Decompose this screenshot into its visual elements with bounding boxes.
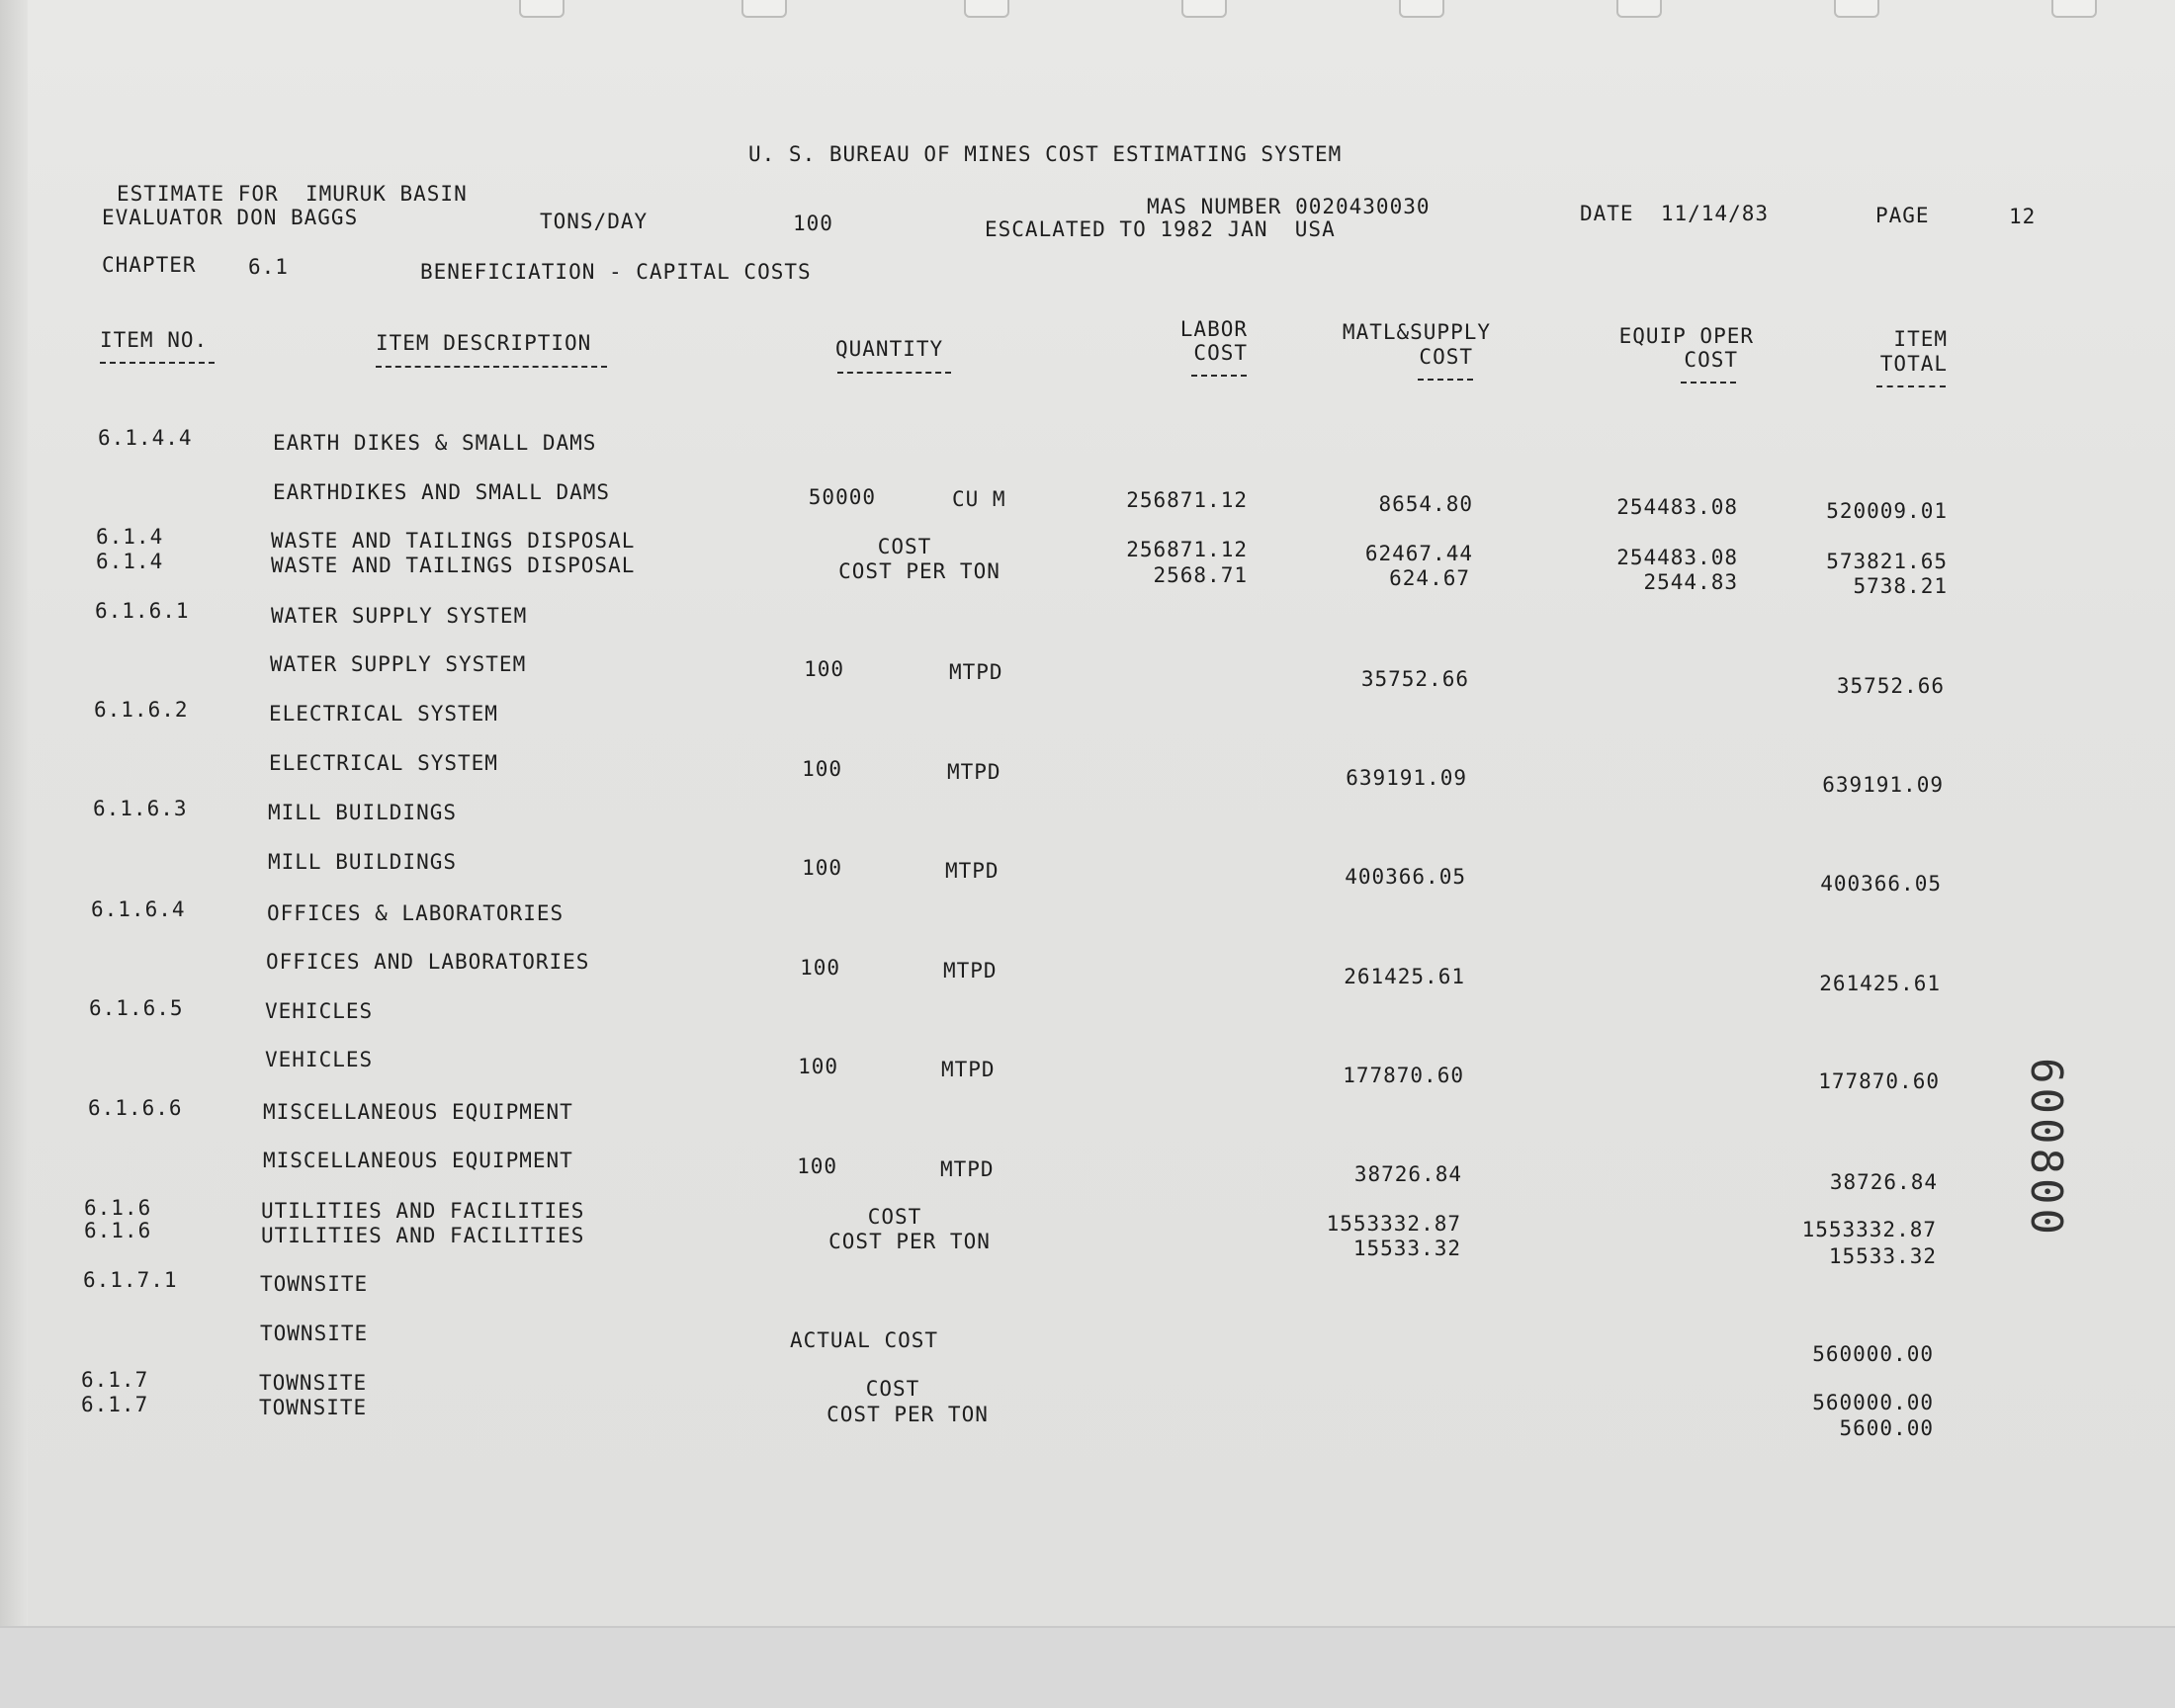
item-total: 15533.32: [1828, 1244, 1937, 1268]
matl-cost: 1553332.87: [1326, 1212, 1461, 1236]
header-underline: [376, 366, 607, 368]
item-description: UTILITIES AND FACILITIES: [261, 1199, 585, 1223]
item-description: VEHICLES: [265, 999, 374, 1023]
page-number: 12: [2009, 205, 2037, 228]
tons-day-label: TONS/DAY: [540, 210, 649, 233]
item-description: WASTE AND TAILINGS DISPOSAL: [271, 529, 636, 553]
item-no: 6.1.6: [84, 1219, 152, 1242]
labor-cost: 256871.12: [1126, 488, 1248, 512]
item-total: 261425.61: [1819, 972, 1941, 995]
col-labor-cost: COST: [1193, 341, 1248, 365]
evaluator: EVALUATOR DON BAGGS: [102, 206, 359, 229]
matl-cost: 177870.60: [1343, 1064, 1464, 1087]
quantity-unit: MTPD: [945, 859, 1000, 883]
matl-cost: 15533.32: [1352, 1237, 1461, 1260]
binding-hole: [964, 0, 1009, 18]
quantity-unit: MTPD: [940, 1157, 995, 1181]
item-description: MISCELLANEOUS EQUIPMENT: [263, 1149, 573, 1172]
col-equip-oper: EQUIP OPER: [1618, 324, 1754, 348]
equip-cost: 254483.08: [1616, 495, 1738, 519]
binding-hole: [1616, 0, 1662, 18]
quantity-unit: MTPD: [943, 959, 998, 982]
quantity-unit: MTPD: [941, 1058, 996, 1081]
item-description: MILL BUILDINGS: [268, 801, 458, 824]
estimate-for: ESTIMATE FOR IMURUK BASIN: [117, 182, 468, 206]
labor-cost: 256871.12: [1126, 538, 1248, 561]
col-labor: LABOR: [1179, 317, 1248, 341]
quantity-unit: CU M: [952, 487, 1006, 511]
matl-cost: 62467.44: [1364, 542, 1473, 565]
col-quantity: QUANTITY: [835, 337, 944, 361]
item-description: EARTH DIKES & SMALL DAMS: [273, 431, 597, 455]
item-description: ELECTRICAL SYSTEM: [269, 702, 498, 726]
item-no: 6.1.6.4: [91, 897, 186, 921]
quantity-value: 100: [797, 1154, 837, 1178]
item-description: OFFICES AND LABORATORIES: [266, 950, 590, 974]
binding-hole: [519, 0, 565, 18]
matl-cost: 261425.61: [1344, 965, 1465, 988]
quantity-value: 100: [802, 757, 842, 781]
quantity-label: COST PER TON: [838, 559, 1000, 583]
item-description: VEHICLES: [265, 1048, 374, 1071]
quantity-value: 100: [800, 956, 840, 980]
item-total: 400366.05: [1820, 872, 1942, 896]
header-underline: [1418, 379, 1473, 381]
binding-hole: [741, 0, 787, 18]
quantity-label: COST: [865, 1377, 920, 1401]
item-description: EARTHDIKES AND SMALL DAMS: [273, 480, 611, 504]
item-total: 520009.01: [1826, 499, 1948, 523]
chapter-number: 6.1: [248, 255, 289, 279]
item-description: WASTE AND TAILINGS DISPOSAL: [271, 554, 636, 577]
matl-cost: 639191.09: [1346, 766, 1467, 790]
binding-hole: [2051, 0, 2097, 18]
quantity-label: COST: [867, 1205, 922, 1229]
quantity-unit: MTPD: [947, 760, 1001, 784]
item-total: 35752.66: [1836, 674, 1945, 698]
header-underline: [1876, 385, 1946, 387]
col-item: ITEM: [1893, 327, 1948, 351]
header-underline: [1191, 375, 1247, 377]
item-description: TOWNSITE: [260, 1322, 369, 1345]
chapter-title: BENEFICIATION - CAPITAL COSTS: [420, 260, 812, 284]
escalated-to: ESCALATED TO 1982 JAN USA: [985, 217, 1336, 241]
item-total: 560000.00: [1812, 1391, 1934, 1414]
item-total: 38726.84: [1829, 1170, 1938, 1194]
equip-cost: 254483.08: [1616, 546, 1738, 569]
chapter-label: CHAPTER: [102, 253, 197, 277]
labor-cost: 2568.71: [1153, 563, 1248, 587]
quantity-value: 100: [804, 657, 844, 681]
matl-cost: 35752.66: [1360, 667, 1469, 691]
equip-cost: 2544.83: [1643, 570, 1738, 594]
quantity-label: COST PER TON: [828, 1230, 991, 1253]
item-no: 6.1.6.2: [94, 698, 189, 722]
item-no: 6.1.6.5: [89, 996, 184, 1020]
header-underline: [837, 372, 951, 374]
item-no: 6.1.6.3: [93, 797, 188, 820]
item-total: 560000.00: [1812, 1342, 1934, 1366]
quantity-value: 100: [798, 1055, 838, 1078]
matl-cost: 38726.84: [1353, 1162, 1462, 1186]
col-matl-supply: MATL&SUPPLY: [1342, 320, 1491, 344]
col-total: TOTAL: [1879, 352, 1948, 376]
system-title: U. S. BUREAU OF MINES COST ESTIMATING SYSTEM: [748, 142, 1343, 166]
binding-strip: [0, 0, 28, 1626]
item-no: 6.1.6: [84, 1196, 152, 1220]
item-total: 573821.65: [1826, 550, 1948, 573]
item-total: 177870.60: [1818, 1069, 1940, 1093]
item-total: 5600.00: [1839, 1416, 1934, 1440]
binding-hole: [1181, 0, 1227, 18]
item-description: TOWNSITE: [259, 1396, 368, 1419]
item-description: WATER SUPPLY SYSTEM: [271, 604, 528, 628]
matl-cost: 624.67: [1389, 566, 1470, 590]
page-label: PAGE: [1875, 204, 1930, 227]
item-total: 639191.09: [1822, 773, 1944, 797]
col-item-description: ITEM DESCRIPTION: [376, 331, 592, 355]
item-description: ELECTRICAL SYSTEM: [269, 751, 498, 775]
item-no: 6.1.7: [81, 1368, 149, 1392]
item-description: TOWNSITE: [259, 1371, 368, 1395]
item-no: 6.1.4: [96, 550, 164, 573]
col-equip-cost: COST: [1684, 348, 1738, 372]
mas-number: MAS NUMBER 0020430030: [1147, 195, 1431, 218]
item-no: 6.1.4: [96, 525, 164, 549]
matl-cost: 8654.80: [1378, 492, 1473, 516]
binding-hole: [1834, 0, 1879, 18]
report-date: DATE 11/14/83: [1580, 202, 1770, 225]
item-no: 6.1.7: [81, 1393, 149, 1416]
item-total: 1553332.87: [1801, 1218, 1937, 1241]
quantity-label: ACTUAL COST: [790, 1328, 939, 1352]
quantity-value: 50000: [808, 485, 876, 509]
page-stamp-number: 600800: [2021, 1058, 2071, 1238]
item-description: TOWNSITE: [260, 1272, 369, 1296]
header-underline: [100, 362, 215, 364]
item-description: MILL BUILDINGS: [268, 850, 458, 874]
item-no: 6.1.6.1: [95, 599, 190, 623]
item-description: MISCELLANEOUS EQUIPMENT: [263, 1100, 573, 1124]
col-item-no: ITEM NO.: [100, 328, 209, 352]
item-description: UTILITIES AND FACILITIES: [261, 1224, 585, 1247]
quantity-label: COST: [877, 535, 932, 558]
item-no: 6.1.6.6: [88, 1096, 183, 1120]
col-matl-cost: COST: [1419, 345, 1473, 369]
binding-hole: [1399, 0, 1444, 18]
quantity-unit: MTPD: [949, 660, 1003, 684]
quantity-label: COST PER TON: [826, 1403, 989, 1426]
item-description: OFFICES & LABORATORIES: [267, 901, 565, 925]
item-no: 6.1.7.1: [83, 1268, 178, 1292]
item-total: 5738.21: [1853, 574, 1948, 598]
quantity-value: 100: [802, 856, 842, 880]
matl-cost: 400366.05: [1345, 865, 1466, 889]
item-no: 6.1.4.4: [98, 426, 193, 450]
header-underline: [1681, 382, 1736, 384]
tons-day-value: 100: [793, 212, 833, 235]
item-description: WATER SUPPLY SYSTEM: [270, 652, 527, 676]
